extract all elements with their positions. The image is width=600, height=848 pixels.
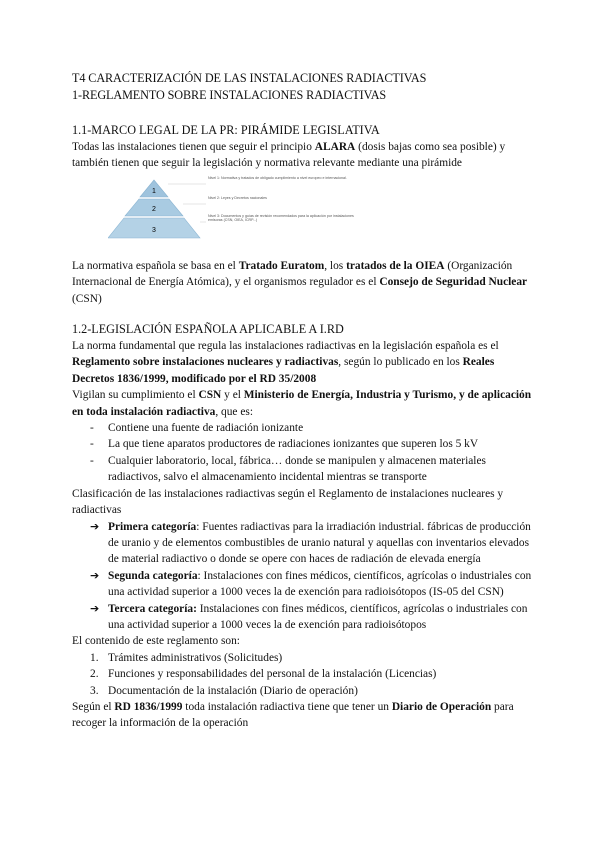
list-item: - La que tiene aparatos productores de radiaciones ionizantes que superen los 5 kV [90,436,532,452]
category-list [72,519,532,634]
arrow-right-icon: ➔ [90,568,100,582]
list-item: - Cualquier laboratorio, local, fábrica… donde se manipulen y almacenen materiales radiactivos, salvo el almacenamiento incidental mientras se transporte [90,453,532,486]
subsection-title-1-2: 1.2-LEGISLACIÓN ESPAÑOLA APLICABLE A I.RD [72,322,344,337]
list-item: 2. Funciones y responsabilidades del personal de la instalación (Licencias) [90,668,437,681]
pyramid-note-2: Nivel 2: Leyes y Decretos nacionales [208,195,267,200]
installation-criteria-list [72,420,532,486]
paragraph-clasificacion: Clasificación de las instalaciones radiactivas según el Reglamento de instalaciones nucleares y radiactivas [72,487,504,517]
document-page [72,70,532,732]
pyramid-note-3: Nivel 3: Documentos y guías de revisión recomendados para la aplicación por instalaciones emisoras (CSN, OIEA, ICRP...) [208,213,354,223]
document-title: T4 CARACTERIZACIÓN DE LAS INSTALACIONES RADIACTIVAS [72,71,427,85]
list-item: - Contiene una fuente de radiación ionizante [90,420,532,436]
pyramid-note-1: Nivel 1: Normativa y tratados de obligado cumplimiento a nivel europeo e internacional. [208,175,347,180]
list-item: 1. Trámites administrativos (Solicitudes) [90,651,283,664]
paragraph-norma-fundamental: La norma fundamental que regula las instalaciones radiactivas en la legislación española es el Reglamento sobre instalaciones nucleares y radiactivas, según lo publicado en los Reales Decretos 1836/1999, modificado por el RD 35/2008 [72,340,499,385]
pyramid-notes [208,176,358,223]
paragraph-vigilancia: Vigilan su cumplimiento el CSN y el Ministerio de Energía, Industria y Turismo, y de aplicación en toda instalación radiactiva, que es: [72,389,532,418]
pyramid-level-1-label: 1 [152,187,156,195]
subsection-title-1-1: 1.1-MARCO LEGAL DE LA PR: PIRÁMIDE LEGISLATIVA [72,123,380,137]
section-title: 1-REGLAMENTO SOBRE INSTALACIONES RADIACTIVAS [72,88,387,102]
pyramid-level-2-label: 2 [152,205,156,213]
contents-list [72,650,532,699]
paragraph-normativa: La normativa española se basa en el Tratado Euratom, los tratados de la OIEA (Organización Internacional de Energía Atómica), y el organismos regulador es el Consejo de Seguridad Nuclear (CSN) [72,259,528,305]
category-item-tercera: ➔ Tercera categoría: Instalaciones con fines médicos, científicos, agrícolas o industriales con una actividad superior a 1000 veces la de exención para radioisótopos [90,601,528,631]
arrow-right-icon: ➔ [90,601,100,615]
list-item: 3. Documentación de la instalación (Diario de operación) [90,684,358,697]
pyramid-level-3-label: 3 [152,226,156,234]
category-item-primera: ➔ Primera categoría: Fuentes radiactivas para la irradiación industrial. fábricas de producción de uranio y de elementos combustibles de uranio natural y aquellas con inventarios elevados de material radiactivo o donde se opere con haces de radiación de elevada energía [90,519,531,566]
paragraph-contenido: El contenido de este reglamento son: [72,635,240,648]
pyramid-figure [72,172,532,258]
paragraph-alara: Todas las instalaciones tienen que seguir el principio ALARA (dosis bajas como sea posible) y también tienen que seguir la legislación y normativa relevante mediante una pirámide [72,141,506,170]
arrow-right-icon: ➔ [90,519,100,533]
category-item-segunda: ➔ Segunda categoría: Instalaciones con fines médicos, científicos, agrícolas o industriales con una actividad superior a 1000 veces la de exención para radioisótopos (IS-05 del CSN) [90,568,532,599]
paragraph-diario-operacion: Según el RD 1836/1999 toda instalación radiactiva tiene que tener un Diario de Operación para recoger la información de la operación [72,700,514,730]
